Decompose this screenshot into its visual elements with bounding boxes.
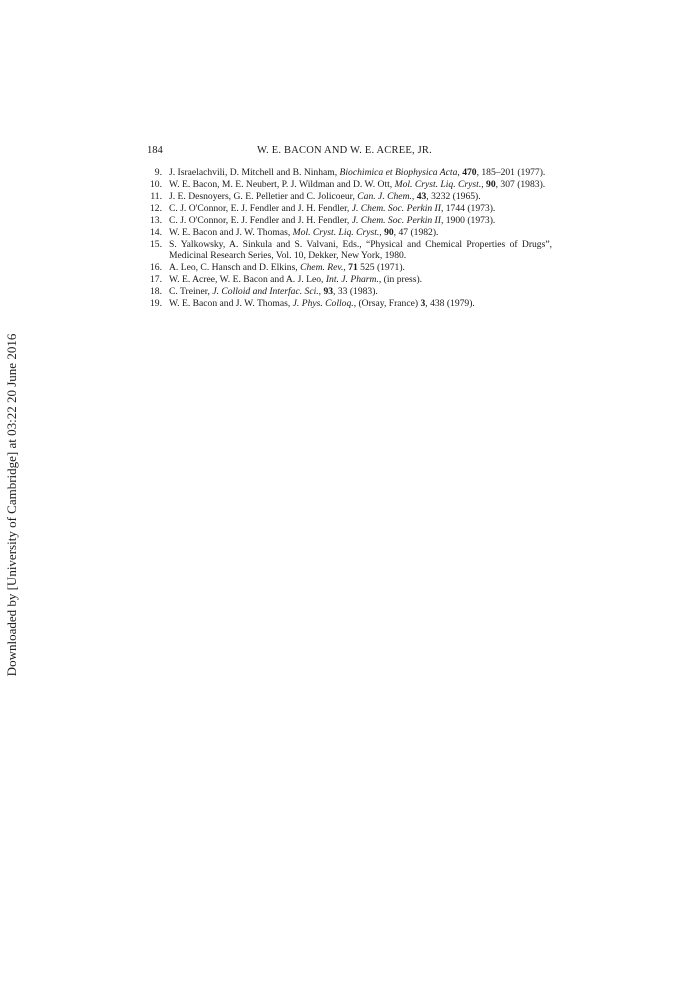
journal-title: J. Chem. Soc. Perkin II <box>351 215 441 226</box>
reference-segment: , <box>318 286 324 298</box>
running-head: W. E. BACON AND W. E. ACREE, JR. <box>257 145 432 156</box>
reference-text <box>169 203 552 214</box>
reference-text <box>169 227 552 238</box>
reference-segment: , <box>379 227 385 238</box>
reference-text <box>169 298 552 309</box>
reference-segment: , 1900 (1973). <box>440 215 496 226</box>
reference-segment: , <box>457 167 463 178</box>
reference-text <box>169 286 552 297</box>
reference-number: 11. <box>150 191 162 202</box>
reference-number: 9. <box>154 167 162 178</box>
reference-number: 19. <box>150 298 162 310</box>
reference-segment: , <box>481 179 487 190</box>
journal-title: J. Colloid and Interfac. Sci. <box>212 286 319 298</box>
reference-text <box>169 179 552 190</box>
reference-segment: J. E. Desnoyers, G. E. Pelletier and C. Jolicoeur, <box>169 191 358 202</box>
reference-number: 18. <box>150 286 162 298</box>
reference-item <box>147 179 552 190</box>
reference-number: 16. <box>150 262 162 274</box>
reference-text <box>169 167 552 178</box>
reference-segment: , 3232 (1965). <box>426 191 481 202</box>
volume-number: 90 <box>384 227 394 238</box>
reference-text <box>169 262 552 273</box>
journal-title: Can. J. Chem. <box>357 191 412 202</box>
journal-title: Biochimica et Biophysica Acta <box>339 167 458 178</box>
journal-title: Mol. Cryst. Liq. Cryst. <box>394 179 482 190</box>
reference-segment: , 1744 (1973). <box>440 203 496 214</box>
journal-title: J. Phys. Colloq. <box>292 298 354 310</box>
reference-segment: C. Treiner, <box>169 286 213 298</box>
reference-segment: W. E. Bacon, M. E. Neubert, P. J. Wildman and D. W. Ott, <box>169 179 395 190</box>
reference-number: 15. <box>150 239 162 250</box>
volume-number: 43 <box>416 191 427 202</box>
reference-segment: , <box>343 262 349 274</box>
journal-title: Int. J. Pharm. <box>325 274 379 286</box>
journal-title: Mol. Cryst. Liq. Cryst. <box>292 227 380 238</box>
page-number: 184 <box>147 145 163 156</box>
volume-number: 71 <box>348 262 358 274</box>
page-header <box>147 145 549 159</box>
reference-item <box>147 274 552 285</box>
reference-item <box>147 215 552 226</box>
reference-segment: W. E. Bacon and J. W. Thomas, <box>169 227 293 238</box>
reference-segment: , (Orsay, France) <box>353 298 421 310</box>
reference-list <box>147 167 552 310</box>
volume-number: 93 <box>323 286 334 298</box>
reference-segment: , (in press). <box>378 274 423 286</box>
journal-title: J. Chem. Soc. Perkin II <box>351 203 441 214</box>
reference-text <box>169 239 552 262</box>
reference-segment: , 33 (1983). <box>333 286 378 298</box>
reference-segment: , 185–201 (1977). <box>476 167 546 178</box>
reference-segment: , <box>411 191 417 202</box>
reference-number: 13. <box>150 215 162 226</box>
reference-item <box>147 262 552 273</box>
reference-item <box>147 239 552 262</box>
reference-item <box>147 203 552 214</box>
reference-number: 17. <box>150 274 162 286</box>
reference-number: 14. <box>150 227 162 238</box>
reference-item <box>147 227 552 238</box>
volume-number: 3 <box>420 298 426 310</box>
reference-item <box>147 167 552 178</box>
reference-item <box>147 191 552 202</box>
reference-number: 12. <box>150 203 162 214</box>
reference-item <box>147 286 552 297</box>
reference-segment: C. J. O'Connor, E. J. Fendler and J. H. Fendler, <box>169 203 352 214</box>
download-watermark-text: Downloaded by [University of Cambridge] at 03:22 20 June 2016 <box>4 333 19 677</box>
reference-item <box>147 298 552 309</box>
reference-segment: J. Israelachvili, D. Mitchell and B. Ninham, <box>169 167 340 178</box>
reference-segment: , 438 (1979). <box>425 298 475 310</box>
reference-segment: C. J. O'Connor, E. J. Fendler and J. H. Fendler, <box>169 215 352 226</box>
volume-number: 90 <box>486 179 496 190</box>
reference-segment: , 47 (1982). <box>393 227 439 238</box>
volume-number: 470 <box>462 167 477 178</box>
reference-segment: , 307 (1983). <box>495 179 546 190</box>
reference-segment: A. Leo, C. Hansch and D. Elkins, <box>169 262 301 274</box>
reference-number: 10. <box>150 179 162 190</box>
reference-text <box>169 215 552 226</box>
reference-text <box>169 191 552 202</box>
reference-text <box>169 274 552 285</box>
reference-segment: 525 (1971). <box>357 262 405 274</box>
reference-segment: W. E. Acree, W. E. Bacon and A. J. Leo, <box>169 274 326 286</box>
journal-title: Chem. Rev. <box>300 262 344 274</box>
reference-segment: S. Yalkowsky, A. Sinkula and S. Valvani, Eds., “Physical and Chemical Properties of Drugs”, Medicinal Research Series, Vol. 10, Dekker, New York, 1980. <box>169 239 552 262</box>
reference-segment: W. E. Bacon and J. W. Thomas, <box>169 298 293 310</box>
